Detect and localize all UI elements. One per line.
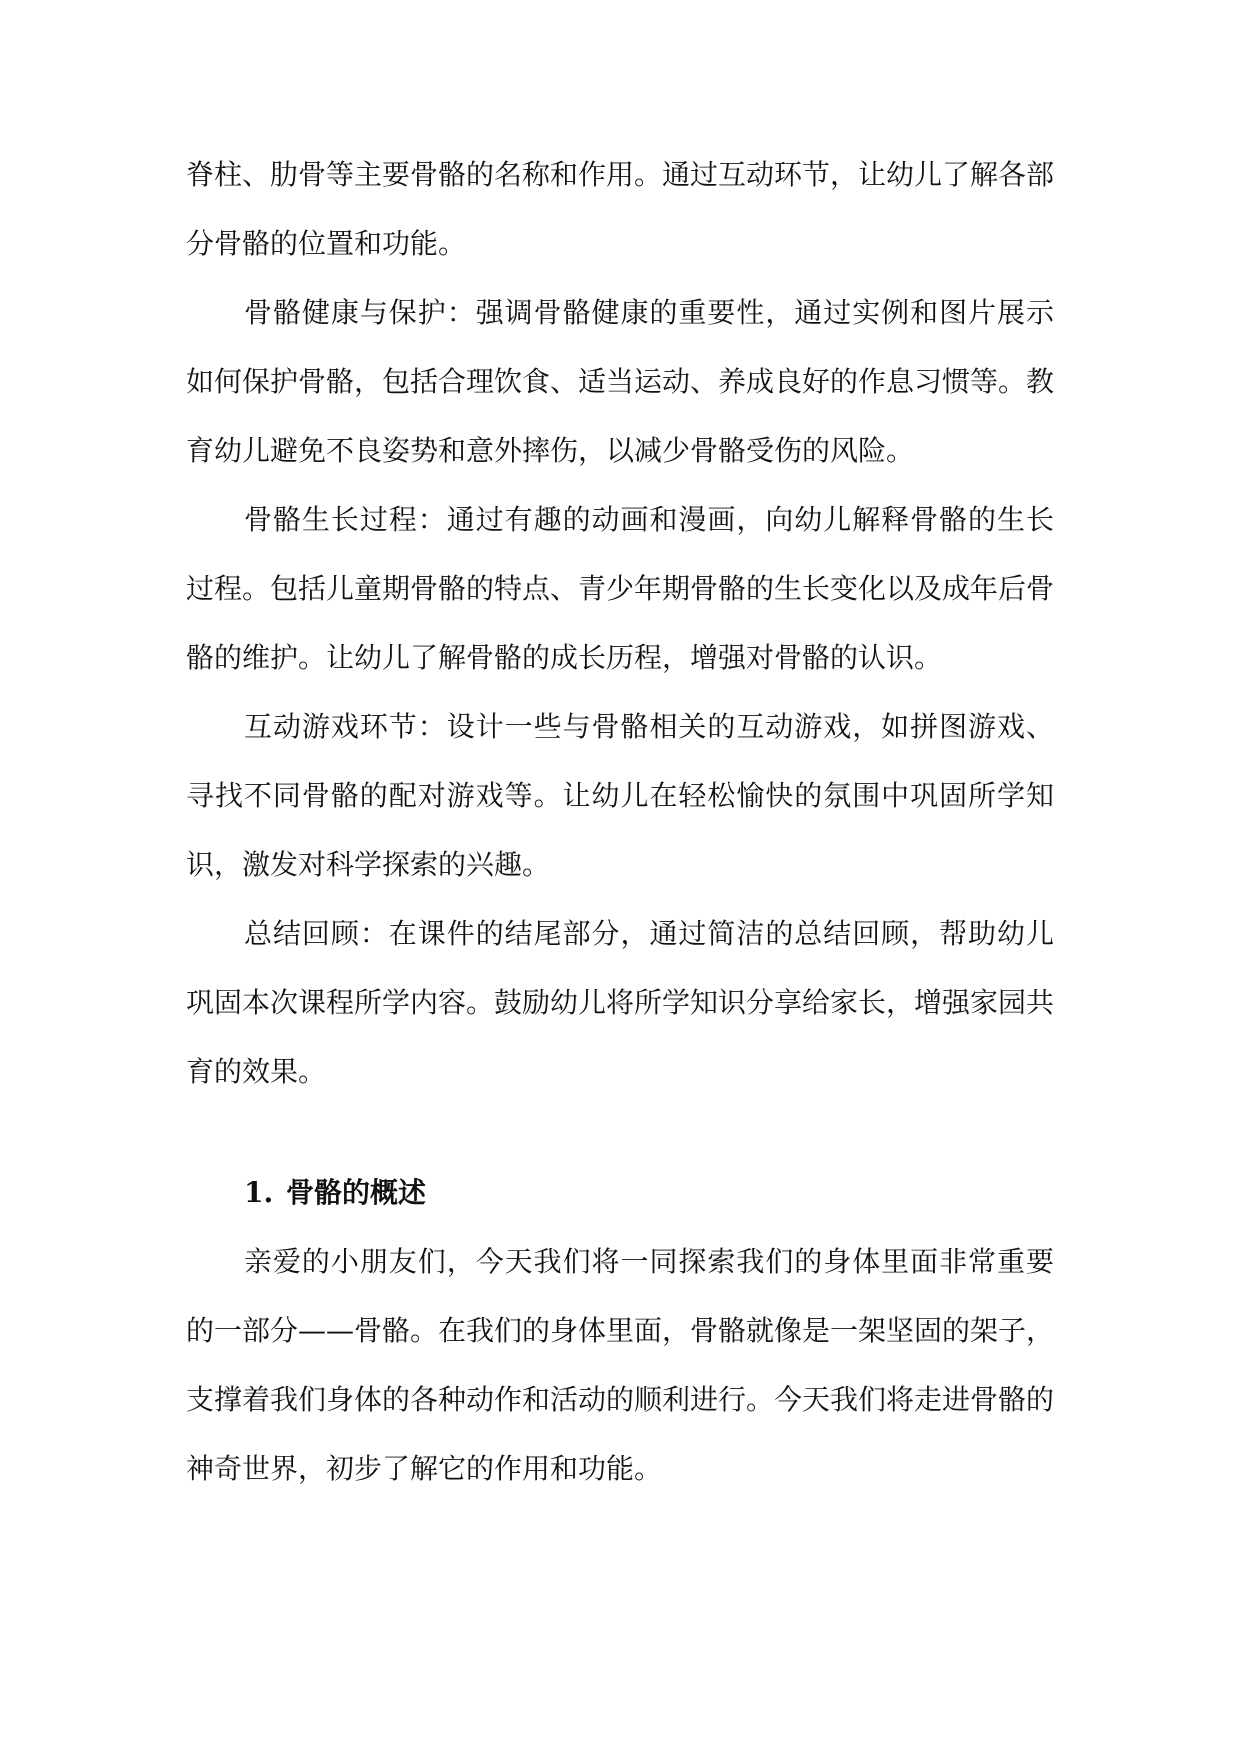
section-heading — [186, 1158, 1054, 1227]
paragraph-bone-growth: 骨骼生长过程：通过有趣的动画和漫画，向幼儿解释骨骼的生长过程。包括儿童期骨骼的特点、青少年期骨骼的生长变化以及成年后骨骼的维护。让幼儿了解骨骼的成长历程，增强对骨骼的认识。 — [186, 503, 1055, 674]
paragraph-interactive-game: 互动游戏环节：设计一些与骨骼相关的互动游戏，如拼图游戏、寻找不同骨骼的配对游戏等。让幼儿在轻松愉快的氛围中巩固所学知识，激发对科学探索的兴趣。 — [186, 710, 1054, 881]
section-number: 1. — [244, 1176, 274, 1209]
paragraph-continuation: 脊柱、肋骨等主要骨骼的名称和作用。通过互动环节，让幼儿了解各部分骨骼的位置和功能。 — [186, 158, 1055, 260]
paragraph-bone-health: 骨骼健康与保护：强调骨骼健康的重要性，通过实例和图片展示如何保护骨骼，包括合理饮食、适当运动、养成良好的作息习惯等。教育幼儿避免不良姿势和意外摔伤，以减少骨骼受伤的风险。 — [186, 296, 1055, 467]
paragraph-summary: 总结回顾：在课件的结尾部分，通过简洁的总结回顾，帮助幼儿巩固本次课程所学内容。鼓励幼儿将所学知识分享给家长，增强家园共育的效果。 — [186, 917, 1055, 1088]
document-body — [186, 140, 1054, 1503]
paragraph-intro: 亲爱的小朋友们，今天我们将一同探索我们的身体里面非常重要的一部分——骨骼。在我们的身体里面，骨骼就像是一架坚固的架子，支撑着我们身体的各种动作和活动的顺利进行。今天我们将走进骨骼的神奇世界，初步了解它的作用和功能。 — [186, 1245, 1055, 1485]
section-title: 骨骼的概述 — [286, 1176, 427, 1209]
